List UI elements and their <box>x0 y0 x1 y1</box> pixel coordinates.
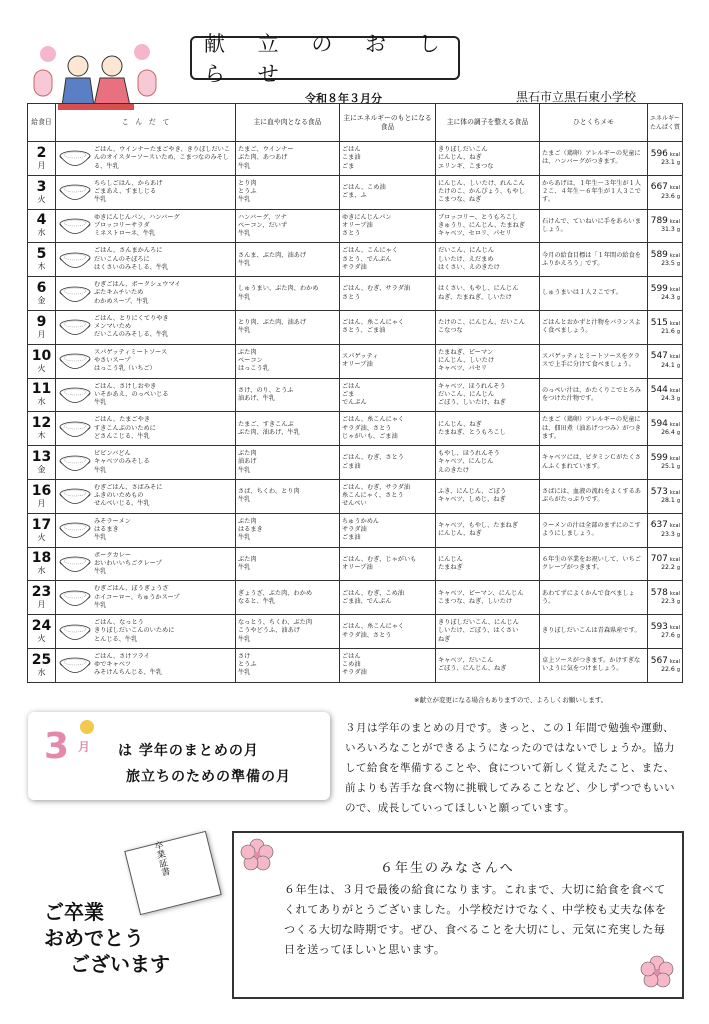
menu-cell <box>56 513 236 547</box>
energy-cell <box>648 581 683 615</box>
menu-cell <box>56 175 236 209</box>
header-energy: エネルギー たんぱく質 <box>648 104 683 142</box>
day-number: 10 <box>31 347 52 364</box>
kcal-value: 596 <box>650 148 668 159</box>
kcal-value: 589 <box>650 250 668 261</box>
day-of-week: 金 <box>37 296 46 306</box>
table-row <box>28 547 683 581</box>
protein-value: 22.6 <box>661 665 675 673</box>
day-number: 18 <box>31 550 52 567</box>
memo-cell: たまご（鶏卵）アレルギーの児童には、ハンバーグがつきます。 <box>540 142 648 176</box>
green-foods-cell: キャベツ、だいこん ごぼう、にんじん、ねぎ <box>436 648 540 682</box>
day-cell <box>28 378 56 412</box>
kcal-unit: kcal <box>669 523 680 530</box>
day-cell <box>28 209 56 243</box>
congrats-line3: ございます <box>70 952 170 976</box>
day-of-week: 木 <box>37 262 46 272</box>
dish-illustration-icon <box>58 551 92 577</box>
red-foods-cell: さけ とうふ 牛乳 <box>236 648 340 682</box>
protein-value: 24.1 <box>661 361 675 369</box>
day-of-week: 月 <box>37 160 46 170</box>
memo-cell: 卓上ソースがつきます。かけすぎないように気をつけましょう。 <box>540 648 648 682</box>
red-foods-cell: さんま、ぶた肉、油あげ 牛乳 <box>236 243 340 277</box>
green-foods-cell: にんじん たまねぎ <box>436 547 540 581</box>
day-of-week: 水 <box>37 667 46 677</box>
yellow-foods-cell: ごはん、むぎ、こめ油 ごま油、でんぷん <box>340 581 436 615</box>
month-number: 3 <box>44 726 70 767</box>
diploma-illustration <box>124 831 221 915</box>
menu-text: ゆきにんじんパン、ハンバーグ ブロッコリーサラダ ミネストローネ、牛乳 <box>94 213 180 238</box>
yellow-foods-cell: ごはん こま油 ごま <box>340 142 436 176</box>
menu-cell <box>56 479 236 513</box>
table-row <box>28 344 683 378</box>
header-menu: こ ん だ て <box>56 104 236 142</box>
energy-cell <box>648 412 683 446</box>
day-of-week: 火 <box>37 532 46 542</box>
kcal-value: 578 <box>650 588 668 599</box>
memo-cell: ごはんとおかずと汁物をバランスよく食べましょう。 <box>540 310 648 344</box>
menu-cell <box>56 615 236 649</box>
memo-cell: スパゲッティとミートソースをクラスで上手に分けて食べましょう。 <box>540 344 648 378</box>
energy-cell <box>648 310 683 344</box>
kcal-value: 544 <box>650 385 668 396</box>
kcal-unit: kcal <box>669 320 680 327</box>
yellow-foods-cell: ごはん、糸こんにゃく さとう、ごま油 <box>340 310 436 344</box>
day-of-week: 火 <box>37 363 46 373</box>
green-foods-cell: にんじん、ねぎ たまねぎ、とうもろこし <box>436 412 540 446</box>
kcal-unit: kcal <box>669 253 680 260</box>
day-of-week: 水 <box>37 566 46 576</box>
dish-illustration-icon <box>58 619 92 645</box>
kcal-unit: kcal <box>669 286 680 293</box>
dish-illustration-icon <box>58 450 92 476</box>
green-foods-cell: たけのこ、にんじん、だいこん こなつな <box>436 310 540 344</box>
table-row <box>28 310 683 344</box>
yellow-foods-cell: ごはん、糸こんにゃく サラダ油、さとう <box>340 615 436 649</box>
graduate-message-title: ６年生のみなさんへ <box>380 861 515 876</box>
green-foods-cell: にんじん、しいたけ、れんこん たけのこ、かんぴょう、もやし こまつな、ねぎ <box>436 175 540 209</box>
menu-cell <box>56 378 236 412</box>
red-foods-cell: さけ、のり、とうふ 油あげ、牛乳 <box>236 378 340 412</box>
menu-cell <box>56 648 236 682</box>
menu-cell <box>56 581 236 615</box>
day-number: 12 <box>31 415 52 432</box>
yellow-foods-cell: ごはん、むぎ、サラダ油 さとう <box>340 277 436 311</box>
memo-cell: きりぼしだいこんは青森県産です。 <box>540 615 648 649</box>
page-title: 献 立 の お し ら せ <box>190 36 460 80</box>
day-of-week: 金 <box>37 465 46 475</box>
dish-illustration-icon <box>58 382 92 408</box>
kcal-unit: kcal <box>669 354 680 361</box>
menu-text: ビビンバどん キャベツのみそしる 牛乳 <box>94 450 150 474</box>
dish-illustration-icon <box>58 483 92 509</box>
day-cell <box>28 547 56 581</box>
menu-text: ごはん、とりにくてりやき メンマいため だいこんのみそしる、牛乳 <box>94 315 169 339</box>
kcal-value: 547 <box>650 351 668 362</box>
day-cell <box>28 142 56 176</box>
red-foods-cell: たまご、ウインナー ぶた肉、あつあげ 牛乳 <box>236 142 340 176</box>
yellow-foods-cell: ごはん、糸こんにゃく サラダ油、さとう じゃがいも、ごま油 <box>340 412 436 446</box>
memo-cell: 石けんで、ていねいに手をあらいましょう。 <box>540 209 648 243</box>
energy-cell <box>648 378 683 412</box>
menu-text: ポークカレー おいわいいちごクレープ 牛乳 <box>94 551 162 576</box>
table-row <box>28 277 683 311</box>
memo-cell: たまご（鶏卵）アレルギーの児童には、佃田煮（油あげつつみ）がつきます。 <box>540 412 648 446</box>
kcal-value: 707 <box>650 554 668 565</box>
table-row <box>28 142 683 176</box>
g-unit: g <box>676 396 680 403</box>
red-foods-cell: さば、ちくわ、とり肉 牛乳 <box>236 479 340 513</box>
red-foods-cell: ぶた肉 ベーコン はっこう乳 <box>236 344 340 378</box>
kcal-value: 789 <box>650 216 668 227</box>
protein-value: 23.3 <box>661 530 675 538</box>
day-of-week: 月 <box>37 600 46 610</box>
kcal-unit: kcal <box>669 489 680 496</box>
energy-cell <box>648 446 683 480</box>
menu-text: ちらしごはん、からあげ ごまあえ、すましじる 牛乳 <box>94 179 163 204</box>
yellow-foods-cell: ごはん、こんにゃく さとう、でんぷん サラダ油 <box>340 243 436 277</box>
day-of-week: 火 <box>37 194 46 204</box>
g-unit: g <box>676 362 680 369</box>
protein-value: 21.6 <box>661 327 675 335</box>
menu-cell <box>56 547 236 581</box>
g-unit: g <box>676 666 680 673</box>
day-number: 16 <box>31 482 52 499</box>
g-unit: g <box>676 497 680 504</box>
protein-value: 25.1 <box>661 463 675 471</box>
change-notice: ※献立が変更になる場合もありますので、よろしくお願いします。 <box>414 696 608 704</box>
congrats-line2: おめでとう <box>44 926 144 950</box>
dish-illustration-icon <box>58 145 92 171</box>
g-unit: g <box>676 159 680 166</box>
menu-text: むぎごはん、ぼうぎょうざ ホイコーロー、ちゅうかスープ 牛乳 <box>94 585 180 609</box>
header-memo: ひとくちメモ <box>540 104 648 142</box>
red-foods-cell: ぎょうざ、ぶた肉、わかめ なると、牛乳 <box>236 581 340 615</box>
day-cell <box>28 581 56 615</box>
menu-text: スパゲッティミートソース やさいスープ はっこう乳（いちご） <box>94 348 168 373</box>
day-number: 2 <box>36 144 47 161</box>
yellow-foods-cell: ごはん、むぎ、サラダ油 糸こんにゃく、さとう せんべい <box>340 479 436 513</box>
day-of-week: 火 <box>37 634 46 644</box>
memo-cell: さばには、血液の流れをよくするあぶらがたっぷりです。 <box>540 479 648 513</box>
header-day: 給食日 <box>28 104 56 142</box>
green-foods-cell: もやし、ほうれんそう キャベツ、にんじん えのきたけ <box>436 446 540 480</box>
menu-text: ごはん、なっとう きりぼしだいこんのいために とんじる、牛乳 <box>94 619 175 643</box>
green-foods-cell: はくさい、もやし、にんじん ねぎ、たまねぎ、しいたけ <box>436 277 540 311</box>
day-cell <box>28 243 56 277</box>
protein-value: 31.3 <box>661 226 675 234</box>
sakura-icon <box>640 955 674 989</box>
day-number: 5 <box>36 246 47 263</box>
dish-illustration-icon <box>58 179 92 205</box>
bee-icon <box>80 720 94 734</box>
protein-value: 23.6 <box>661 192 675 200</box>
kcal-value: 567 <box>650 655 668 666</box>
g-unit: g <box>676 565 680 572</box>
g-unit: g <box>676 328 680 335</box>
red-foods-cell: しゅうまい、ぶた肉、わかめ 牛乳 <box>236 277 340 311</box>
menu-text: みそラーメン はるまき 牛乳 <box>94 517 131 542</box>
table-row <box>28 175 683 209</box>
green-foods-cell: キャベツ、ピーマン、にんじん こまつな、ねぎ、しいたけ <box>436 581 540 615</box>
kcal-unit: kcal <box>669 624 680 631</box>
day-number: 23 <box>31 584 52 601</box>
day-of-week: 木 <box>37 431 46 441</box>
green-foods-cell: だいこん、にんじん しいたけ、えだまめ はくさい、えのきたけ <box>436 243 540 277</box>
protein-value: 23.5 <box>661 260 675 268</box>
menu-text: ごはん、たまごやき すきこんぶのいために どさんこじる、牛乳 <box>94 416 156 440</box>
table-row <box>28 209 683 243</box>
green-foods-cell: キャベツ、もやし、たまねぎ にんじん、ねぎ <box>436 513 540 547</box>
menu-cell <box>56 277 236 311</box>
day-of-week: 水 <box>37 228 46 238</box>
menu-cell <box>56 446 236 480</box>
red-foods-cell: とり肉 とうふ 牛乳 <box>236 175 340 209</box>
day-number: 9 <box>36 313 47 330</box>
memo-cell: のっぺい汁は、かたくりこでとろみをつけた汁物です。 <box>540 378 648 412</box>
day-cell <box>28 310 56 344</box>
month-message: ３月は学年のまとめの月です。きっと、この１年間で勉強や運動、いろいろなことができるようになったのではないでしょうか。協力して給食を準備することや、食について新しく覚えたこと、また、前よりも苦手な食べ物に挑戦してみることなど、少しずつでもいいので、成長していってほしいと願っています。 <box>345 722 675 814</box>
day-number: 24 <box>31 618 52 635</box>
energy-cell <box>648 243 683 277</box>
hina-dolls-illustration <box>30 40 160 112</box>
day-cell <box>28 344 56 378</box>
graduate-message-body: ６年生は、３月で最後の給食になります。これまで、大切に給食を食べてくれてありがとうございました。小学校だけでなく、中学校も丈夫な体をつくる大切な時期です。ぜひ、食べることを大切にし、元気に充実した毎日を送ってほしいと思います。 <box>284 883 667 956</box>
menu-text: ごはん、さけフライ ゆでキャベツ みそけんちんじる、牛乳 <box>94 653 163 677</box>
g-unit: g <box>676 261 680 268</box>
memo-cell: キャベツには、ビタミンＣがたくさんふくまれています。 <box>540 446 648 480</box>
energy-cell <box>648 277 683 311</box>
energy-cell <box>648 615 683 649</box>
kcal-unit: kcal <box>669 151 680 158</box>
kcal-unit: kcal <box>669 557 680 564</box>
memo-cell: からあげは、１年生～３年生が１人２こ、４年生～６年生が１人３こです。 <box>540 175 648 209</box>
kcal-value: 515 <box>650 317 668 328</box>
table-row <box>28 446 683 480</box>
day-number: 6 <box>36 280 47 297</box>
month-theme-line1: は 学年のまとめの月 <box>118 743 259 759</box>
memo-cell: しゅうまいは１人２こです。 <box>540 277 648 311</box>
kcal-unit: kcal <box>669 219 680 226</box>
menu-cell <box>56 412 236 446</box>
table-row <box>28 581 683 615</box>
kcal-unit: kcal <box>669 658 680 665</box>
red-foods-cell: ハンバーグ、ツナ ベーコン、だいず 牛乳 <box>236 209 340 243</box>
kcal-value: 573 <box>650 486 668 497</box>
green-foods-cell: きりぼしだいこん にんじん、ねぎ エリンギ、こまつな <box>436 142 540 176</box>
kcal-unit: kcal <box>669 591 680 598</box>
green-foods-cell: きりぼしだいこん、にんじん しいたけ、ごぼう、はくさい ねぎ <box>436 615 540 649</box>
congrats-line1: ご卒業 <box>44 900 104 924</box>
red-foods-cell: ぶた肉 油あげ 牛乳 <box>236 446 340 480</box>
memo-cell: 今月の給食目標は「１年間の給食をふりかえろう」です。 <box>540 243 648 277</box>
day-of-week: 月 <box>37 498 46 508</box>
day-of-week: 月 <box>37 329 46 339</box>
green-foods-cell: ふき、にんじん、ごぼう キャベツ、しめじ、ねぎ <box>436 479 540 513</box>
protein-value: 24.3 <box>661 395 675 403</box>
header-yellow-foods: 主にエネルギーのもとになる食品 <box>340 104 436 142</box>
dish-illustration-icon <box>58 281 92 307</box>
dish-illustration-icon <box>58 213 92 239</box>
day-number: 11 <box>31 381 52 398</box>
red-foods-cell: ぶた肉 はるまき 牛乳 <box>236 513 340 547</box>
energy-cell <box>648 344 683 378</box>
yellow-foods-cell: ごはん、むぎ、さとう ごま油 <box>340 446 436 480</box>
protein-value: 28.1 <box>661 496 675 504</box>
table-row <box>28 378 683 412</box>
day-cell <box>28 479 56 513</box>
table-row <box>28 615 683 649</box>
energy-cell <box>648 209 683 243</box>
menu-text: ごはん、さけしおやき いそかあえ、のっぺいじる 牛乳 <box>94 382 169 407</box>
menu-text: むぎごはん、ポークシュウマイ ぶたキムチいため わかめスープ、牛乳 <box>94 281 181 305</box>
day-number: 3 <box>36 178 47 195</box>
day-cell <box>28 648 56 682</box>
energy-cell <box>648 648 683 682</box>
kcal-value: 667 <box>650 182 668 193</box>
day-cell <box>28 277 56 311</box>
menu-cell <box>56 344 236 378</box>
day-cell <box>28 446 56 480</box>
day-of-week: 水 <box>37 397 46 407</box>
g-unit: g <box>676 227 680 234</box>
table-row <box>28 243 683 277</box>
green-foods-cell: キャベツ、ほうれんそう だいこん、にんじん ごぼう、しいたけ、ねぎ <box>436 378 540 412</box>
yellow-foods-cell: ごはん、むぎ、じゃがいも オリーブ油 <box>340 547 436 581</box>
kcal-value: 637 <box>650 520 668 531</box>
kcal-unit: kcal <box>669 455 680 462</box>
day-cell <box>28 513 56 547</box>
red-foods-cell: なっとう、ちくわ、ぶた肉 こうやどうふ、油あげ 牛乳 <box>236 615 340 649</box>
issue-month: 令和８年３月分 <box>305 92 382 105</box>
kcal-unit: kcal <box>669 185 680 192</box>
g-unit: g <box>676 193 680 200</box>
day-number: 17 <box>31 516 52 533</box>
g-unit: g <box>676 464 680 471</box>
dish-illustration-icon <box>58 348 92 374</box>
menu-text: むぎごはん、さばみそに ふきのいためもの せんべいじる、牛乳 <box>94 484 163 508</box>
memo-cell: あわてずによくかんで食べましょう。 <box>540 581 648 615</box>
kcal-unit: kcal <box>669 388 680 395</box>
day-cell <box>28 412 56 446</box>
green-foods-cell: たまねぎ、ピーマン にんじん、しいたけ キャベツ、パセリ <box>436 344 540 378</box>
day-number: 13 <box>31 449 52 466</box>
yellow-foods-cell: スパゲッティ オリーブ油 <box>340 344 436 378</box>
kcal-value: 593 <box>650 621 668 632</box>
energy-cell <box>648 479 683 513</box>
menu-cell <box>56 310 236 344</box>
header-red-foods: 主に血や肉となる食品 <box>236 104 340 142</box>
kcal-value: 599 <box>650 283 668 294</box>
dish-illustration-icon <box>58 517 92 543</box>
kcal-value: 599 <box>650 452 668 463</box>
red-foods-cell: ぶた肉 牛乳 <box>236 547 340 581</box>
protein-value: 23.1 <box>661 158 675 166</box>
g-unit: g <box>676 295 680 302</box>
red-foods-cell: たまご、すきこんぶ ぶた肉、油あげ、牛乳 <box>236 412 340 446</box>
menu-cell <box>56 142 236 176</box>
protein-value: 27.6 <box>661 632 675 640</box>
g-unit: g <box>676 430 680 437</box>
diploma-text: 卒業証書 <box>151 840 171 878</box>
month-theme-line2: 旅立ちのための準備の月 <box>126 769 291 785</box>
month-char: 月 <box>78 740 91 754</box>
menu-cell <box>56 209 236 243</box>
yellow-foods-cell: ちゅうかめん サラダ油 ごま油 <box>340 513 436 547</box>
table-row <box>28 479 683 513</box>
g-unit: g <box>676 531 680 538</box>
protein-value: 26.4 <box>661 429 675 437</box>
yellow-foods-cell: ごはん こめ油 サラダ油 <box>340 648 436 682</box>
g-unit: g <box>676 633 680 640</box>
menu-cell <box>56 243 236 277</box>
yellow-foods-cell: ごはん、こめ油 ごま、ふ <box>340 175 436 209</box>
table-header-row <box>28 104 683 142</box>
protein-value: 22.3 <box>661 598 675 606</box>
day-number: 4 <box>36 212 47 229</box>
dish-illustration-icon <box>58 585 92 611</box>
dish-illustration-icon <box>58 652 92 678</box>
green-foods-cell: ブロッコリー、とうもろこし きゅうり、にんじん、たまねぎ キャベツ、セロリ、パセリ <box>436 209 540 243</box>
memo-cell: ラーメンの汁は全部のまずにのこすようにしましょう。 <box>540 513 648 547</box>
day-number: 25 <box>31 651 52 668</box>
table-row <box>28 648 683 682</box>
day-cell <box>28 615 56 649</box>
menu-text: ごはん、ウインナーたまごやき、きりぼしだいこんのオイスターソースいため、こまつなのみそしる、牛乳 <box>94 146 231 170</box>
sakura-icon <box>240 838 274 872</box>
energy-cell <box>648 142 683 176</box>
menu-table <box>27 103 683 683</box>
protein-value: 24.3 <box>661 294 675 302</box>
energy-cell <box>648 513 683 547</box>
day-cell <box>28 175 56 209</box>
dish-illustration-icon <box>58 314 92 340</box>
dish-illustration-icon <box>58 247 92 273</box>
school-name: 黒石市立黒石東小学校 <box>516 90 637 104</box>
energy-cell <box>648 175 683 209</box>
header-green-foods: 主に体の調子を整える食品 <box>436 104 540 142</box>
g-unit: g <box>676 599 680 606</box>
memo-cell: ６年生の卒業をお祝いして、いちごクレープがつきます。 <box>540 547 648 581</box>
yellow-foods-cell: ゆきにんじんパン オリーブ油 さとう <box>340 209 436 243</box>
table-row <box>28 412 683 446</box>
dish-illustration-icon <box>58 416 92 442</box>
red-foods-cell: とり肉、ぶた肉、油あげ 牛乳 <box>236 310 340 344</box>
menu-text: ごはん、さんまかんろに だいこんのそぼろに はくさいのみそしる、牛乳 <box>94 247 169 271</box>
energy-cell <box>648 547 683 581</box>
kcal-unit: kcal <box>669 422 680 429</box>
table-row <box>28 513 683 547</box>
protein-value: 22.2 <box>661 564 675 572</box>
yellow-foods-cell: ごはん ごま でんぷん <box>340 378 436 412</box>
kcal-value: 594 <box>650 419 668 430</box>
